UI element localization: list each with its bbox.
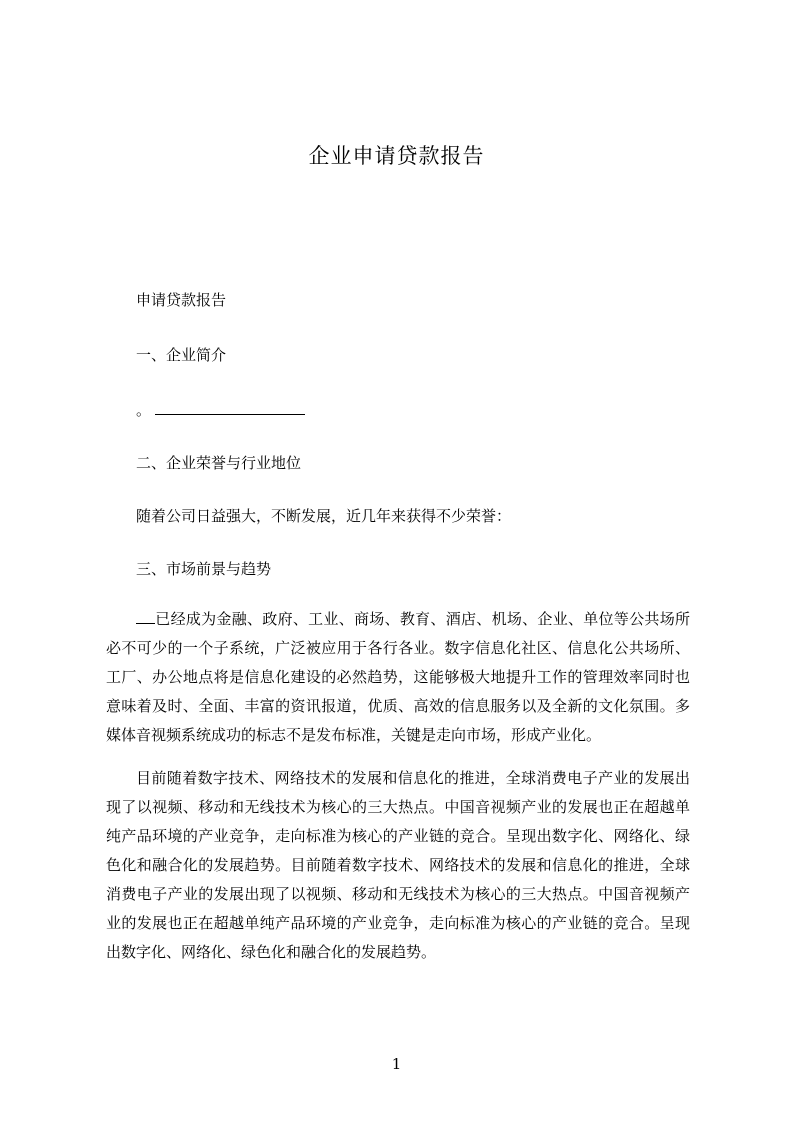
page-number: 1 [391,1055,402,1073]
subtitle: 申请贷款报告 [136,291,227,309]
section1-content [136,400,305,420]
paragraph-2: 目前随着数字技术、网络技术的发展和信息化的推进，全球消费电子产业的发展出现了以视频、移动和无线技术为核心的三大热点。中国音视频产业的发展也正在超越单纯产品环境的产业竞争，走向标准为核心的产业链的竞合。呈现出数字化、网络化、绿色化和融合化的发展趋势。目前随着数字技术、网络技术的发展和信息化的推进，全球消费电子产业的发展出现了以视频、移动和无线技术为核心的三大热点。中国音视频产业的发展也正在超越单纯产品环境的产业竞争，走向标准为核心的产业链的竞合。呈现出数字化、网络化、绿色化和融合化的发展趋势。 [106,769,690,961]
paragraph-1 [106,605,690,750]
document-title: 企业申请贷款报告 [308,144,485,168]
paragraph-1-text: 已经成为金融、政府、工业、商场、教育、酒店、机场、企业、单位等公共场所必不可少的一个子系统，广泛被应用于各行各业。数字信息化社区、信息化公共场所、工厂、办公地点将是信息化建设的必然趋势，这能够极大地提升工作的管理效率同时也意味着及时、全面、丰富的资讯报道，优质、高效的信息服务以及全新的文化氛围。多媒体音视频系统成功的标志不是发布标准，关键是走向市场，形成产业化。 [106,610,690,744]
section2-heading: 二、企业荣誉与行业地位 [136,454,302,472]
fill-blank-line [155,400,305,415]
fill-blank-short [136,609,155,624]
section1-heading: 一、企业简介 [136,346,227,364]
section1-text: 。 [136,401,152,419]
section2-text: 随着公司日益强大，不断发展，近几年来获得不少荣誉： [136,507,512,525]
section3-heading: 三、市场前景与趋势 [136,560,272,578]
